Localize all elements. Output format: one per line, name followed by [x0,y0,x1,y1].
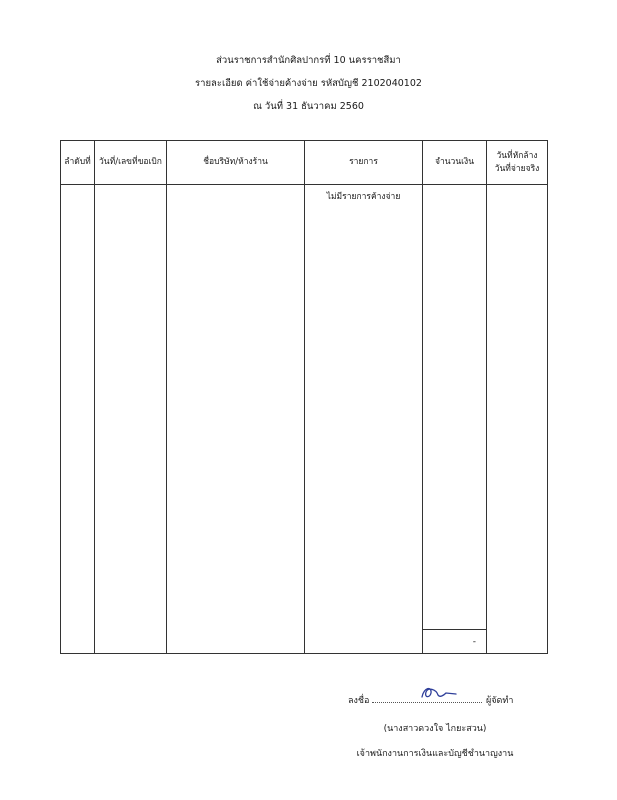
col-header-clear-line1: วันที่หักล้าง [496,150,538,161]
cell-date [95,185,167,654]
cell-amount [423,185,487,654]
signer-name: (นางสาวดวงใจ ไกยะสวน) [383,724,487,734]
col-header-date: วันที่/เลขที่ขอเบิก [95,141,167,185]
col-header-no: ลำดับที่ [61,141,95,185]
col-header-company: ชื่อบริษัท/ห้างร้าน [167,141,305,185]
expense-table [60,140,548,654]
signer-position: เจ้าพนักงานการเงินและบัญชีชำนาญงาน [356,749,514,759]
col-header-item: รายการ [305,141,423,185]
cell-item [305,185,423,654]
header-agency: ส่วนราชการสำนักศิลปากรที่ 10 นครราชสีมา [216,55,401,66]
cell-clear-date [487,185,548,654]
total-amount: - [423,629,486,653]
col-header-clear-date [487,141,548,185]
table-header-row [61,141,548,185]
col-header-amount: จำนวนเงิน [423,141,487,185]
table-row [61,185,548,654]
cell-no [61,185,95,654]
signer-role: ผู้จัดทำ [486,696,514,706]
handwritten-signature [418,683,458,703]
header-title: รายละเอียด ค่าใช้จ่ายค้างจ่าย รหัสบัญชี 2102040102 [195,78,422,89]
sign-label: ลงชื่อ [348,696,370,706]
no-outstanding-text: ไม่มีรายการค้างจ่าย [326,192,401,202]
cell-company [167,185,305,654]
header-date: ณ วันที่ 31 ธันวาคม 2560 [253,101,364,112]
col-header-clear-line2: วันที่จ่ายจริง [494,163,540,174]
